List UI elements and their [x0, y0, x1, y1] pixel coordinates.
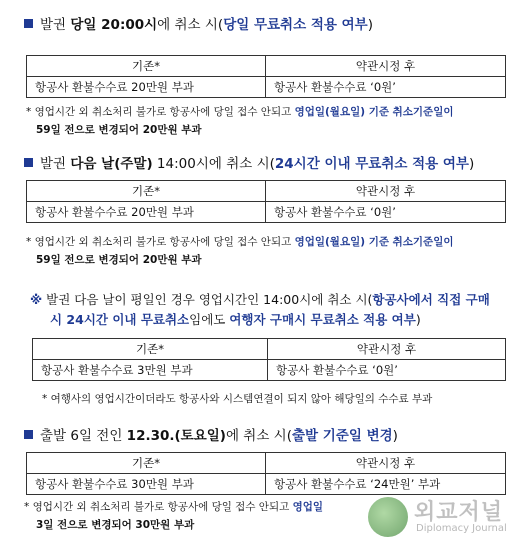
square-bullet-icon — [24, 430, 33, 439]
square-bullet-icon — [24, 19, 33, 28]
section3-table — [32, 338, 506, 381]
watermark-subtitle: Diplomacy Journal — [416, 523, 507, 534]
section3-line2: 시 24시간 이내 무료취소임에도 여행자 구매시 무료취소 적용 여부) — [50, 312, 421, 327]
col-new-header: 약관시정 후 — [266, 56, 506, 77]
table-header-row — [33, 339, 506, 360]
cell-old: 항공사 환불수수료 20만원 부과 — [27, 202, 266, 223]
table-row — [33, 360, 506, 381]
table-row — [27, 474, 506, 495]
section1-note-line1: * 영업시간 외 취소처리 불가로 항공사에 당일 접수 안되고 영업일(월요일) 기준 취소기준일이 — [26, 106, 454, 118]
col-new-header: 약관시정 후 — [266, 181, 506, 202]
reference-mark-icon: ※ — [30, 292, 43, 307]
section4-heading: 출발 6일 전인 12.30.(토요일)에 취소 시(출발 기준일 변경) — [24, 427, 398, 445]
section4-table — [26, 452, 506, 495]
col-old-header: 기존* — [27, 181, 266, 202]
table-row — [27, 77, 506, 98]
col-old-header: 기존* — [27, 453, 266, 474]
watermark-title: 외교저널 — [414, 500, 504, 525]
section1-table — [26, 55, 506, 98]
col-new-header: 약관시정 후 — [268, 339, 506, 360]
section4-note-line1: * 영업시간 외 취소처리 불가로 항공사에 당일 접수 안되고 영업일 — [24, 501, 324, 513]
cell-new: 항공사 환불수수료 ‘0원’ — [266, 77, 506, 98]
section2-table — [26, 180, 506, 223]
cell-old: 항공사 환불수수료 3만원 부과 — [33, 360, 268, 381]
cell-new: 항공사 환불수수료 ‘0원’ — [268, 360, 506, 381]
section4-note-line2: 3일 전으로 변경되어 30만원 부과 — [36, 519, 195, 531]
section1-note-line2: 59일 전으로 변경되어 20만원 부과 — [36, 124, 202, 136]
section3-note: * 여행사의 영업시간이더라도 항공사와 시스템연결이 되지 않아 해당일의 수수료 부과 — [42, 393, 433, 405]
cell-new: 항공사 환불수수료 ‘24만원’ 부과 — [266, 474, 506, 495]
cell-old: 항공사 환불수수료 30만원 부과 — [27, 474, 266, 495]
table-header-row — [27, 181, 506, 202]
watermark-logo — [368, 495, 518, 541]
square-bullet-icon — [24, 158, 33, 167]
table-header-row — [27, 56, 506, 77]
section1-heading: 발권 당일 20:00시에 취소 시(당일 무료취소 적용 여부) — [24, 16, 373, 34]
cell-new: 항공사 환불수수료 ‘0원’ — [266, 202, 506, 223]
col-new-header: 약관시정 후 — [266, 453, 506, 474]
cell-old: 항공사 환불수수료 20만원 부과 — [27, 77, 266, 98]
globe-icon — [368, 497, 408, 537]
section3-line1: ※ 발권 다음 날이 평일인 경우 영업시간인 14:00시에 취소 시(항공사에서 직접 구매 — [30, 292, 490, 307]
table-row — [27, 202, 506, 223]
col-old-header: 기존* — [33, 339, 268, 360]
table-header-row — [27, 453, 506, 474]
section2-note-line1: * 영업시간 외 취소처리 불가로 항공사에 당일 접수 안되고 영업일(월요일) 기준 취소기준일이 — [26, 236, 454, 248]
section2-heading: 발권 다음 날(주말) 14:00시에 취소 시(24시간 이내 무료취소 적용 여부) — [24, 155, 474, 173]
col-old-header: 기존* — [27, 56, 266, 77]
section2-note-line2: 59일 전으로 변경되어 20만원 부과 — [36, 254, 202, 266]
